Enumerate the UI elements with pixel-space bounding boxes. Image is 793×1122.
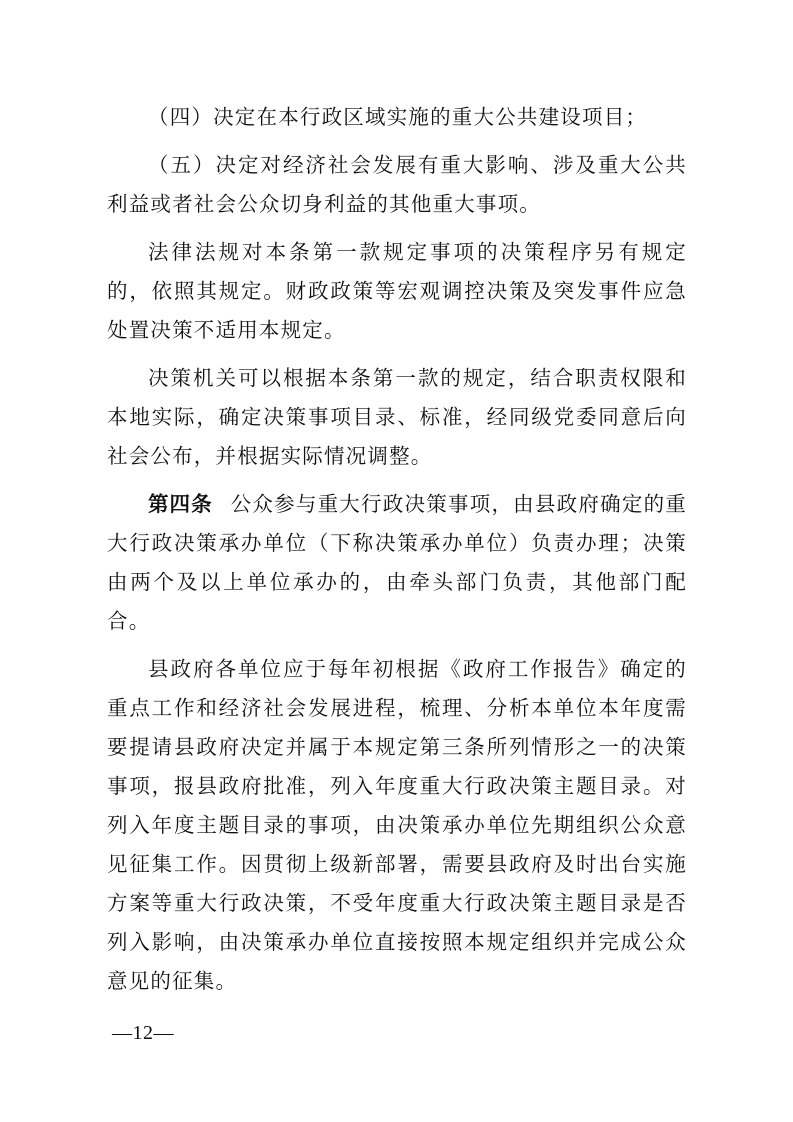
paragraph-item-4: （四）决定在本行政区域实施的重大公共建设项目；: [148, 105, 648, 129]
paragraph-decision-catalog: 决策机关可以根据本条第一款的规定，结合职责权限和本地实际，确定决策事项目录、标准，经同级党委同意后向社会公布，并根据实际情况调整。: [107, 366, 687, 468]
page-number: —12—: [112, 1022, 174, 1044]
paragraph-item-5: （五）决定对经济社会发展有重大影响、涉及重大公共利益或者社会公众切身利益的其他重大事项。: [107, 153, 687, 216]
paragraph-annual-catalog: 县政府各单位应于每年初根据《政府工作报告》确定的重点工作和经济社会发展进程，梳理、分析本单位本年度需要提请县政府决定并属于本规定第三条所列情形之一的决策事项，报县政府批准，列入年度重大行政决策主题目录。对列入年度主题目录的事项，由决策承办单位先期组织公众意见征集工作。因贯彻上级新部署，需要县政府及时出台实施方案等重大行政决策，不受年度重大行政决策主题目录是否列入影响，由决策承办单位直接按照本规定组织并完成公众意见的征集。: [107, 657, 687, 993]
document-body: [107, 98, 687, 1010]
article-4: [107, 485, 687, 641]
article-4-text: 公众参与重大行政决策事项，由县政府确定的重大行政决策承办单位（下称决策承办单位）负责办理；决策由两个及以上单位承办的，由牵头部门负责，其他部门配合。: [107, 492, 688, 633]
article-4-heading: 第四条: [148, 492, 213, 516]
paragraph-legal-exception: 法律法规对本条第一款规定事项的决策程序另有规定的，依照其规定。财政政策等宏观调控决策及突发事件应急处置决策不适用本规定。: [107, 240, 687, 342]
